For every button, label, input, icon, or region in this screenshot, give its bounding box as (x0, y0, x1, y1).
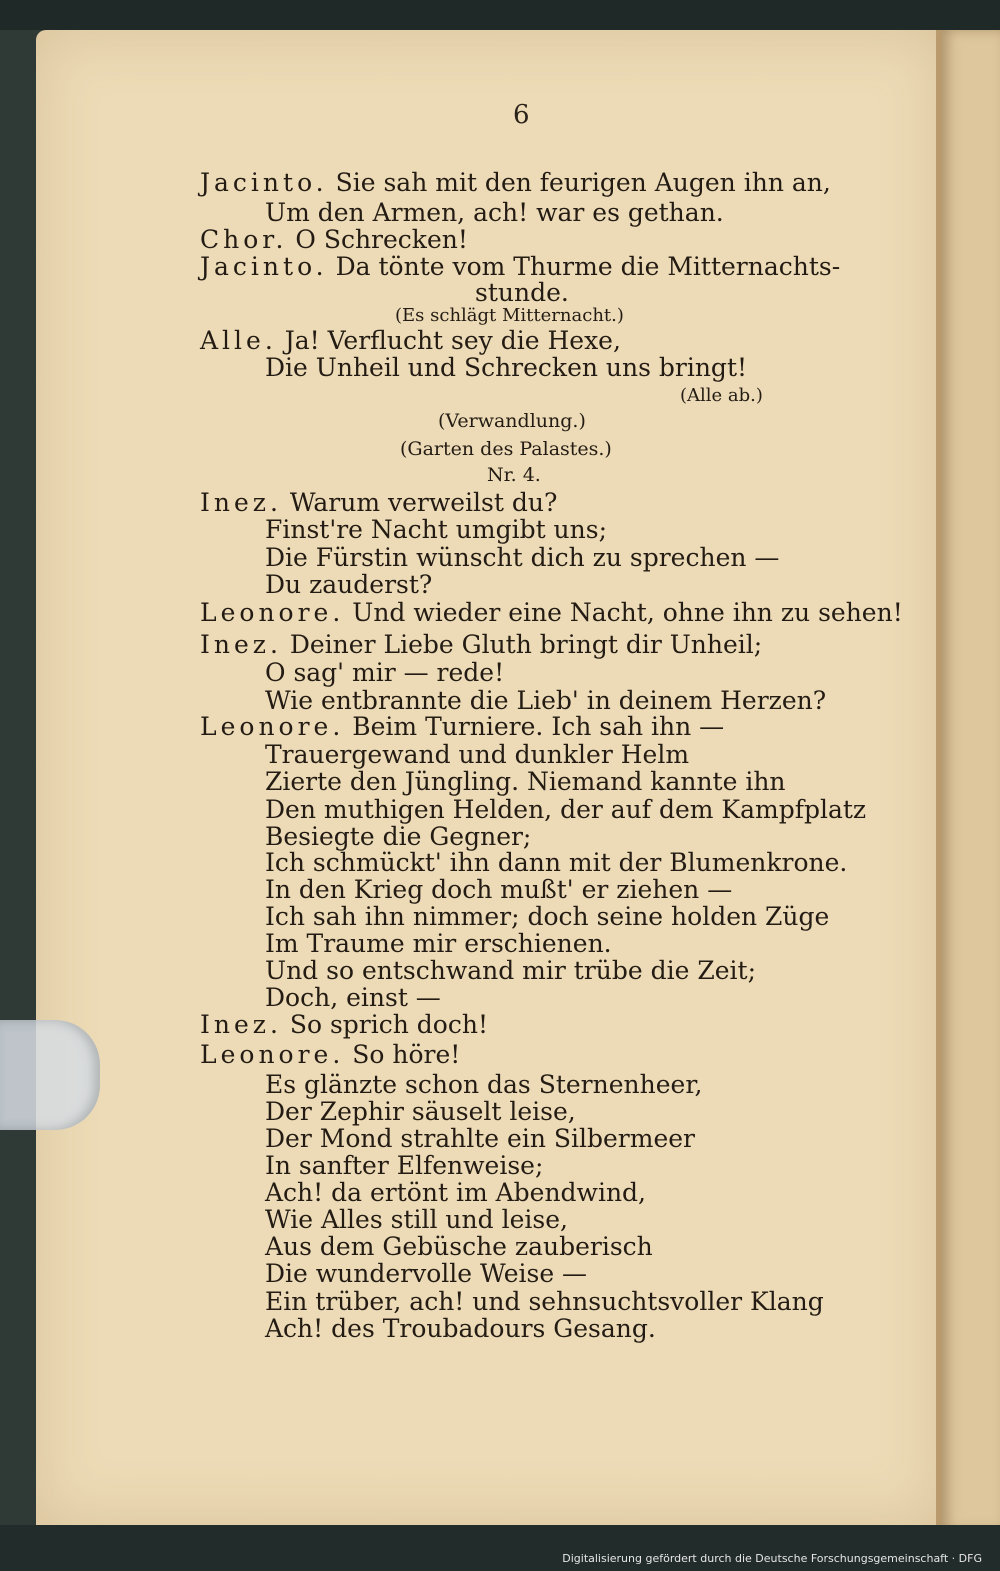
line-text: Ich schmückt' ihn dann mit der Blumenkrone. (265, 848, 848, 877)
scan-background-top (0, 0, 1000, 30)
funding-credit: Digitalisierung gefördert durch die Deutsche Forschungsgemeinschaft · DFG (562, 1552, 982, 1565)
line-text: (Verwandlung.) (438, 410, 586, 432)
line-text: O sag' mir — rede! (265, 658, 505, 687)
line-text: Deiner Liebe Gluth bringt dir Unheil; (289, 630, 763, 659)
line-text: Aus dem Gebüsche zauberisch (265, 1232, 653, 1261)
line-text: So sprich doch! (289, 1010, 489, 1039)
line-text: Im Traume mir erschienen. (265, 929, 612, 958)
line-text: Trauergewand und dunkler Helm (265, 740, 690, 769)
stage-direction (680, 385, 763, 406)
text-line (265, 1070, 702, 1099)
text-line (265, 767, 786, 796)
line-text: Die Unheil und Schrecken uns bringt! (265, 353, 748, 382)
line-text: (Alle ab.) (680, 385, 763, 406)
text-line (265, 353, 747, 382)
line-text: Da tönte vom Thurme die Mitternachts- (335, 252, 841, 281)
line-text: Die wundervolle Weise — (265, 1259, 588, 1288)
line-text: Und so entschwand mir trübe die Zeit; (265, 956, 756, 985)
line-text: So höre! (352, 1040, 461, 1069)
line-text: Doch, einst — (265, 983, 441, 1012)
line-text: Ja! Verflucht sey die Hexe, (284, 326, 621, 355)
line-text: Besiegte die Gegner; (265, 822, 532, 851)
text-line (265, 1259, 587, 1288)
line-text: Sie sah mit den feurigen Augen ihn an, (335, 168, 831, 197)
line-text: Der Zephir säuselt leise, (265, 1097, 576, 1126)
line-text: Wie entbrannte die Lieb' in deinem Herzen? (265, 686, 827, 715)
stage-direction (438, 410, 586, 432)
speaker-name: Leonore. (200, 1040, 345, 1069)
line-text: Warum verweilst du? (289, 488, 558, 517)
text-line (265, 795, 866, 824)
text-line (200, 712, 724, 741)
speaker-name: Inez. (200, 1010, 282, 1039)
text-line (265, 1205, 568, 1234)
text-line (265, 570, 432, 599)
line-text: Den muthigen Helden, der auf dem Kampfplatz (265, 795, 867, 824)
text-line (265, 983, 441, 1012)
line-text: In den Krieg doch mußt' er ziehen — (265, 875, 733, 904)
line-text: Du zauderst? (265, 570, 433, 599)
line-text: O Schrecken! (295, 225, 468, 254)
line-text: Ich sah ihn nimmer; doch seine holden Züge (265, 902, 830, 931)
text-line (265, 1287, 824, 1316)
line-text: Ach! des Troubadours Gesang. (265, 1314, 656, 1343)
line-text: Nr. 4. (487, 464, 541, 486)
text-line (265, 1178, 646, 1207)
line-text: Um den Armen, ach! war es gethan. (265, 198, 724, 227)
line-text: (Es schlägt Mitternacht.) (395, 305, 624, 326)
text-line (265, 1124, 695, 1153)
line-text: Zierte den Jüngling. Niemand kannte ihn (265, 767, 786, 796)
speaker-name: Leonore. (200, 712, 345, 741)
text-line (265, 1097, 576, 1126)
text-line (265, 740, 689, 769)
text-line (265, 848, 847, 877)
text-line (265, 929, 612, 958)
text-line (265, 1314, 656, 1343)
speaker-name: Inez. (200, 630, 282, 659)
speaker-name: Chor. (200, 225, 288, 254)
text-line (200, 326, 621, 355)
text-line (200, 252, 840, 281)
page-clip (0, 1020, 100, 1130)
line-text: Ein trüber, ach! und sehnsuchtsvoller Klang (265, 1287, 824, 1316)
scan-background-bottom (0, 1525, 1000, 1571)
facing-page-edge (942, 30, 1000, 1530)
text-line (265, 543, 779, 572)
text-line (200, 1010, 488, 1039)
line-text: Und wieder eine Nacht, ohne ihn zu sehen! (352, 598, 903, 627)
line-text: Ach! da ertönt im Abendwind, (265, 1178, 646, 1207)
line-text: In sanfter Elfenweise; (265, 1151, 544, 1180)
text-line (200, 598, 903, 627)
page-number: 6 (513, 100, 530, 130)
text-line (200, 488, 557, 517)
line-text: Wie Alles still und leise, (265, 1205, 568, 1234)
text-line (265, 658, 504, 687)
text-line (265, 822, 531, 851)
text-line (200, 168, 831, 197)
speaker-name: Inez. (200, 488, 282, 517)
text-line (265, 515, 607, 544)
text-line (265, 956, 756, 985)
text-line (265, 875, 732, 904)
speaker-name: Alle. (200, 326, 277, 355)
line-text: Der Mond strahlte ein Silbermeer (265, 1124, 696, 1153)
stage-direction (400, 438, 612, 460)
text-line (265, 902, 829, 931)
text-line (475, 278, 569, 307)
text-line (200, 1040, 460, 1069)
text-line (265, 198, 724, 227)
number-heading (487, 464, 541, 486)
line-text: Die Fürstin wünscht dich zu sprechen — (265, 543, 780, 572)
speaker-name: Jacinto. (200, 168, 328, 197)
stage-direction (395, 305, 624, 326)
text-line (200, 225, 468, 254)
line-text: (Garten des Palastes.) (400, 438, 612, 460)
text-line (265, 1151, 543, 1180)
text-line (200, 630, 762, 659)
line-text: stunde. (475, 278, 569, 307)
speaker-name: Jacinto. (200, 252, 328, 281)
speaker-name: Leonore. (200, 598, 345, 627)
line-text: Finst're Nacht umgibt uns; (265, 515, 608, 544)
text-line (265, 1232, 653, 1261)
line-text: Beim Turniere. Ich sah ihn — (352, 712, 725, 741)
text-line (265, 686, 826, 715)
line-text: Es glänzte schon das Sternenheer, (265, 1070, 703, 1099)
